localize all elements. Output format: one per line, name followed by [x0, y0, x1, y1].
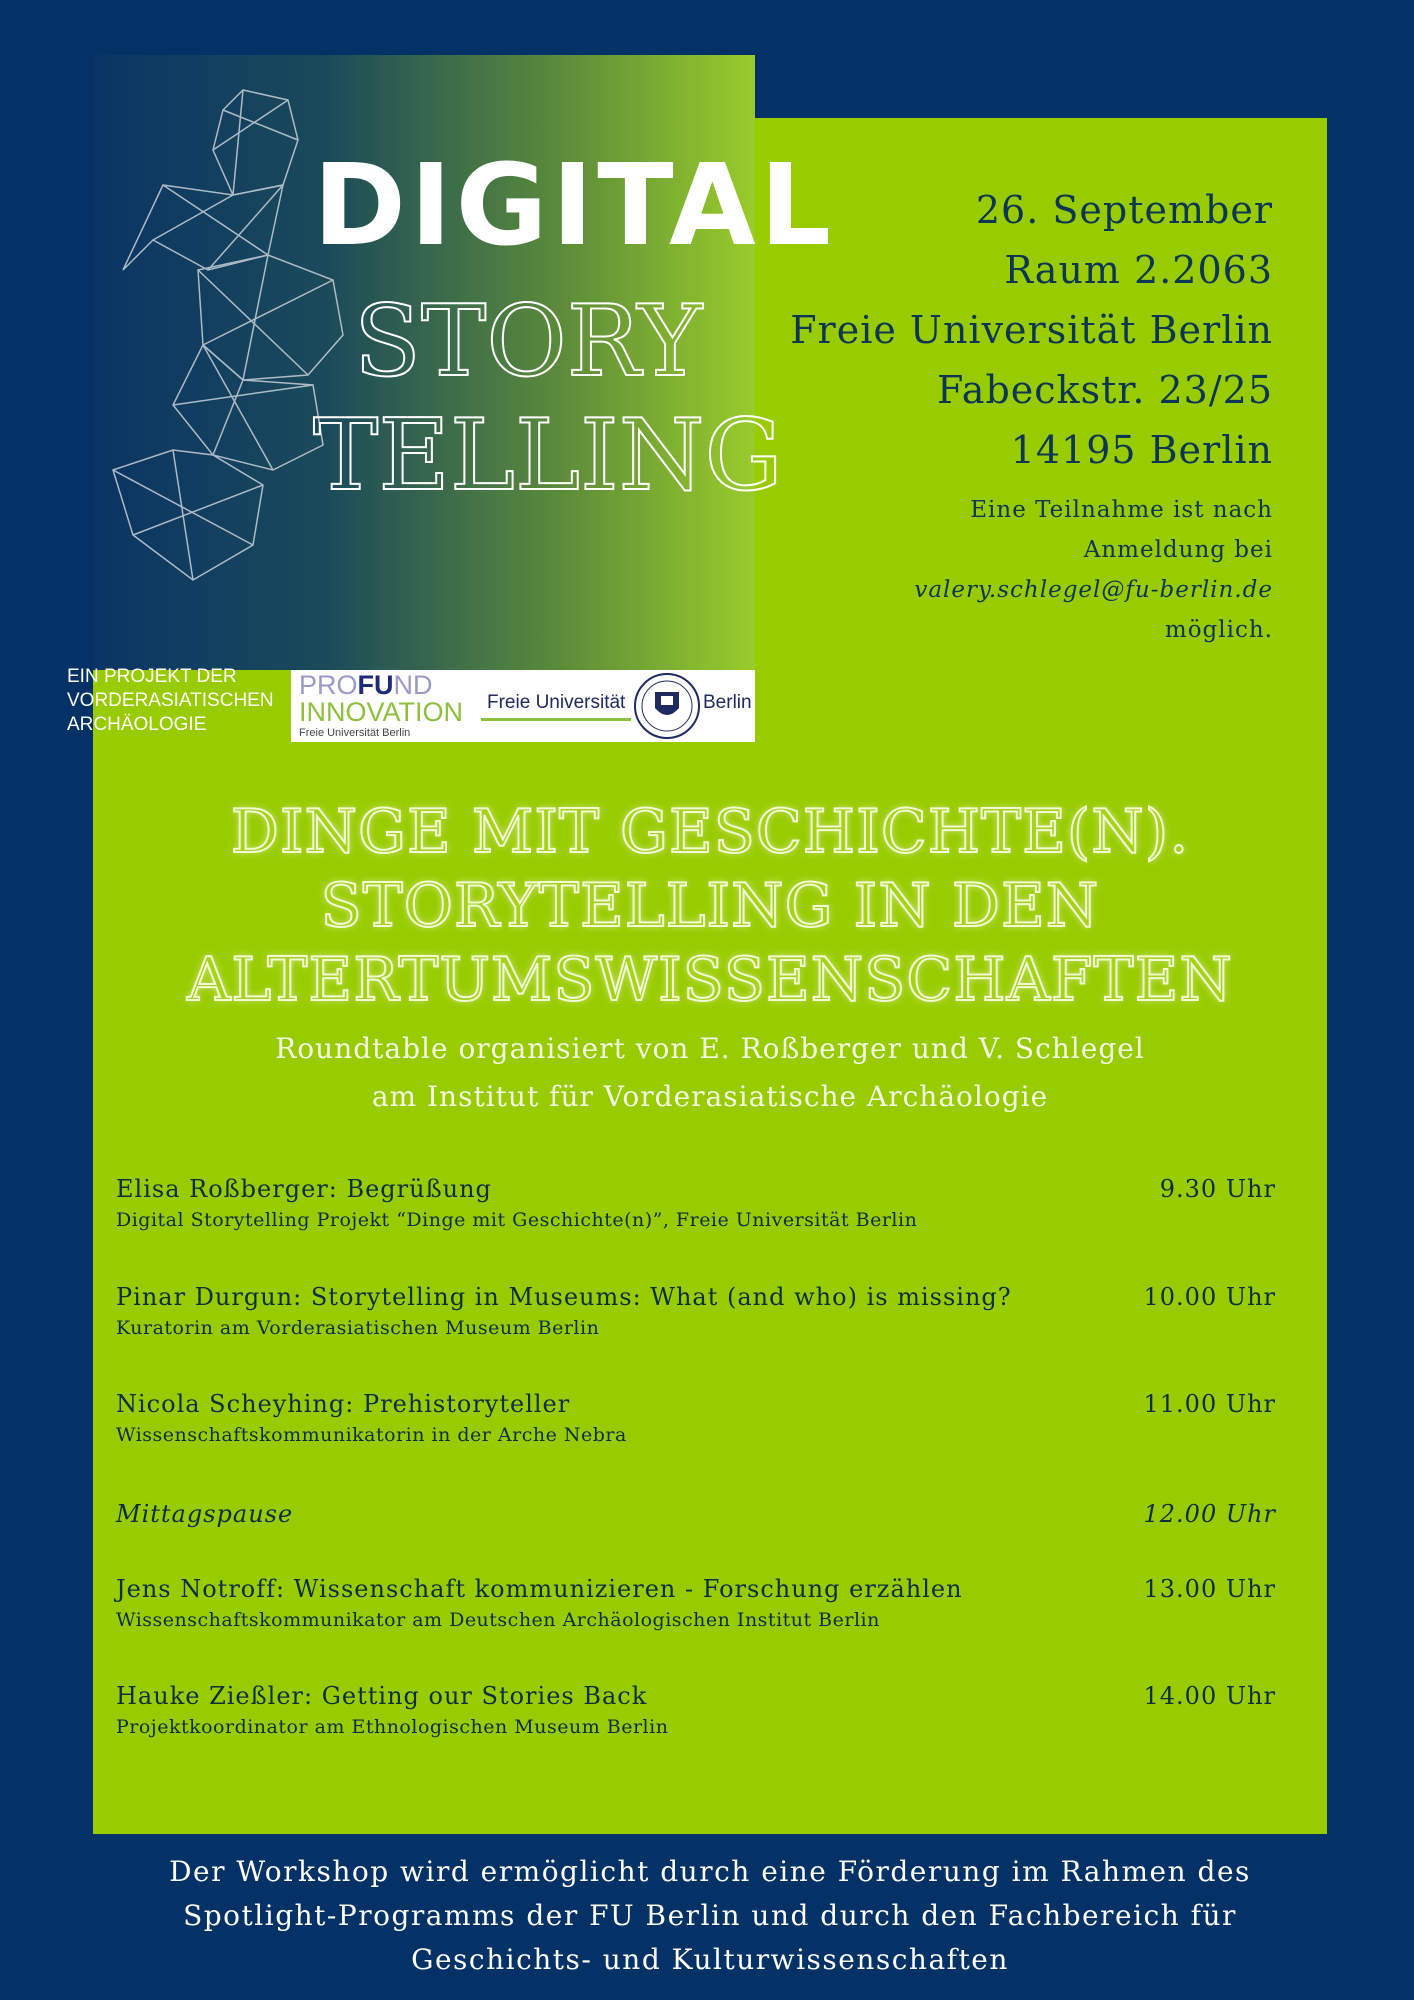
project-label-line: EIN PROJEKT DER [67, 666, 237, 687]
registration-line: Anmeldung bei [1083, 537, 1273, 563]
program-item [116, 1682, 1276, 1738]
project-label-line: VORDERASIATISCHEN [67, 690, 274, 711]
footer-line: Der Workshop wird ermöglicht durch eine Förderung im Rahmen des [169, 1855, 1251, 1888]
program-time: 13.00 Uhr [1143, 1575, 1276, 1603]
subtitle [93, 1025, 1327, 1121]
program-speaker: Elisa Roßberger: Begrüßung [116, 1175, 492, 1203]
program-description: Wissenschaftskommunikatorin in der Arche Nebra [116, 1424, 627, 1446]
program-time: 11.00 Uhr [1143, 1390, 1276, 1418]
registration-line: Eine Teilnahme ist nach [970, 497, 1273, 523]
event-date: 26. September [975, 188, 1273, 232]
main-title [93, 795, 1327, 1017]
event-university: Freie Universität Berlin [790, 308, 1273, 352]
registration-note [713, 490, 1273, 650]
program-time: 10.00 Uhr [1143, 1283, 1276, 1311]
profund-text-a: PRO [299, 670, 358, 700]
hero-banner [93, 55, 835, 670]
registration-line: möglich. [1164, 617, 1273, 643]
program-item [116, 1175, 1276, 1231]
profund-subtext: Freie Universität Berlin [299, 727, 411, 739]
subtitle-line: Roundtable organisiert von E. Roßberger und V. Schlegel [275, 1032, 1145, 1065]
event-city: 14195 Berlin [1010, 428, 1273, 472]
program-time: 14.00 Uhr [1143, 1682, 1276, 1710]
sponsor-logos [291, 670, 755, 742]
fu-logo-text: Freie Universität [487, 692, 626, 713]
fu-logo-berlin: Berlin [703, 692, 752, 713]
program-time: 12.00 Uhr [1143, 1500, 1276, 1528]
hero-word-story: STORY [353, 285, 703, 399]
title-line: STORYTELLING IN DEN [320, 871, 1100, 941]
title-line: DINGE MIT GESCHICHTE(N). [230, 797, 1190, 867]
footer-line: Geschichts- und Kulturwissenschaften [411, 1943, 1009, 1976]
project-label-line: ARCHÄOLOGIE [67, 714, 207, 735]
program-speaker: Mittagspause [116, 1500, 294, 1528]
project-label [67, 665, 287, 737]
program-description: Kuratorin am Vorderasiatischen Museum Berlin [116, 1317, 600, 1339]
event-room: Raum 2.2063 [1004, 248, 1273, 292]
funding-footer [93, 1850, 1327, 1982]
fu-seal-icon [631, 670, 703, 742]
event-street: Fabeckstr. 23/25 [937, 368, 1273, 412]
program-speaker: Pinar Durgun: Storytelling in Museums: What (and who) is missing? [116, 1283, 1012, 1311]
program-item [116, 1283, 1276, 1339]
profund-text-c: ND [393, 670, 433, 700]
program-item-break [116, 1500, 1276, 1528]
program-description: Wissenschaftskommunikator am Deutschen Archäologischen Institut Berlin [116, 1609, 880, 1631]
logo-divider-line [481, 718, 631, 721]
hero-word-telling: TELLING [313, 399, 783, 513]
hero-word-digital: DIGITAL [313, 141, 835, 271]
title-line: ALTERTUMSWISSENSCHAFTEN [187, 945, 1233, 1015]
registration-email[interactable]: valery.schlegel@fu-berlin.de [914, 577, 1273, 603]
program-item [116, 1575, 1276, 1631]
program-description: Projektkoordinator am Ethnologischen Museum Berlin [116, 1716, 669, 1738]
profund-text-b: FU [357, 670, 394, 700]
program-time: 9.30 Uhr [1159, 1175, 1276, 1203]
program-item [116, 1390, 1276, 1446]
innovation-text: INNOVATION [299, 697, 464, 727]
program-speaker: Jens Notroff: Wissenschaft kommunizieren - Forschung erzählen [116, 1575, 963, 1603]
program-speaker: Nicola Scheyhing: Prehistoryteller [116, 1390, 571, 1418]
event-info [713, 180, 1273, 650]
footer-line: Spotlight-Programms der FU Berlin und durch den Fachbereich für [183, 1899, 1237, 1932]
profund-logo [299, 672, 463, 739]
subtitle-line: am Institut für Vorderasiatische Archäologie [371, 1080, 1049, 1113]
program-description: Digital Storytelling Projekt “Dinge mit Geschichte(n)”, Freie Universität Berlin [116, 1209, 918, 1231]
program-speaker: Hauke Zießler: Getting our Stories Back [116, 1682, 648, 1710]
